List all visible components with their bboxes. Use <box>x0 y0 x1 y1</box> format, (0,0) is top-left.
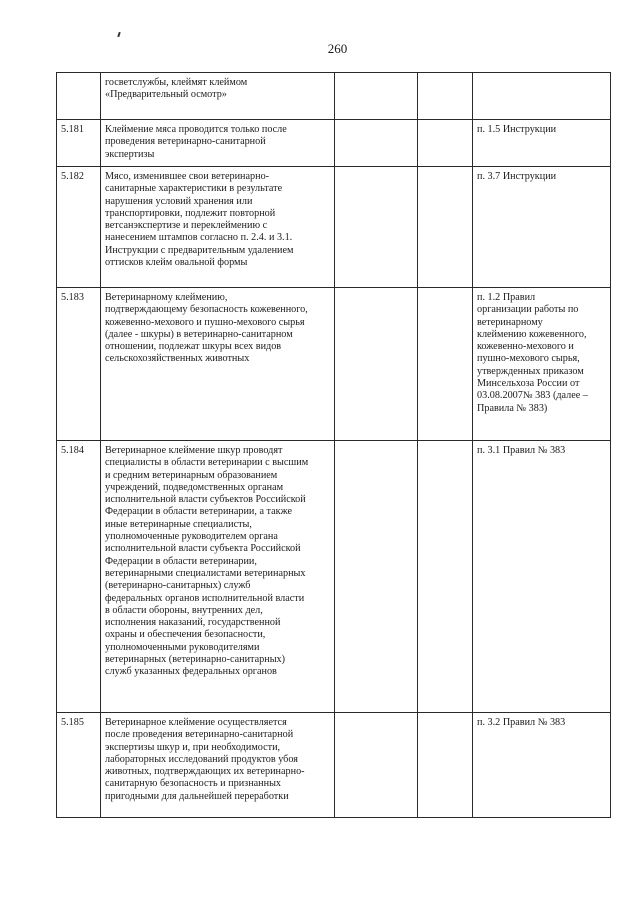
table-row <box>57 441 611 713</box>
requirement-line: проведения ветеринарно-санитарной <box>105 136 266 148</box>
requirement-line: Федерации в области ветеринарии, а также <box>105 506 293 518</box>
requirement-line: охраны и обеспечения безопасности, <box>105 629 266 641</box>
requirement-line: ветсанэкспертизе и переклеймению с <box>105 220 268 232</box>
reference-line: клеймению кожевенного, <box>477 328 587 340</box>
requirement-line: санитарную безопасность и признанных <box>105 778 282 790</box>
reference-text <box>473 713 611 818</box>
requirement-line: госветслужбы, клеймят клеймом <box>105 77 248 88</box>
requirement-line: Ветеринарное клеймение осуществляется <box>105 717 287 728</box>
requirement-line: кожевенно-мехового и пушно-мехового сырья <box>105 316 305 328</box>
empty-cell <box>418 288 473 441</box>
requirement-line: отношении, подлежат шкуры всех видов <box>105 341 282 353</box>
requirement-line: Ветеринарному клеймению, <box>105 292 228 303</box>
requirement-line: санитарные характеристики в результате <box>105 183 283 195</box>
item-number: 5.183 <box>57 288 101 441</box>
empty-cell <box>418 713 473 818</box>
scan-speck <box>117 32 120 37</box>
empty-cell <box>418 73 473 120</box>
requirement-line: нанесением штампов согласно п. 2.4. и 3.1. <box>105 232 293 244</box>
requirement-line: подтверждающему безопасность кожевенного, <box>105 304 308 316</box>
requirement-line: (ветеринарно-санитарных) служб <box>105 580 251 592</box>
requirement-line: и средним ветеринарным образованием <box>105 469 278 481</box>
requirement-text <box>101 288 335 441</box>
requirement-line: Клеймение мяса проводится только после <box>105 124 287 135</box>
requirement-line: Инструкции с предварительным удалением <box>105 244 294 256</box>
requirement-line: сельскохозяйственных животных <box>105 353 250 365</box>
item-number: 5.182 <box>57 167 101 288</box>
requirement-line: экспертизы шкур и, при необходимости, <box>105 741 281 753</box>
reference-line: пушно-мехового сырья, <box>477 353 580 365</box>
reference-line: п. 1.5 Инструкции <box>477 124 557 135</box>
requirement-line: уполномоченными руководителями <box>105 641 260 653</box>
item-number <box>57 73 101 120</box>
requirement-line: исполнения наказаний, государственной <box>105 617 281 629</box>
reference-line: кожевенно-мехового и <box>477 341 574 353</box>
page-number: 260 <box>327 41 348 56</box>
reference-line: п. 3.2 Правил № 383 <box>477 717 566 728</box>
empty-cell <box>418 441 473 713</box>
requirement-line: специалисты в области ветеринарии с высшим <box>105 457 309 469</box>
reference-text <box>473 120 611 167</box>
requirement-line: (далее - шкуры) в ветеринарно-санитарном <box>105 328 293 340</box>
requirement-line: экспертизы <box>105 148 155 160</box>
requirement-line: Федерации в области ветеринарии, <box>105 555 257 567</box>
table-row <box>57 120 611 167</box>
empty-cell <box>418 120 473 167</box>
requirement-line: Ветеринарное клеймение шкур проводят <box>105 445 283 456</box>
requirement-text <box>101 441 335 713</box>
reference-line: 03.08.2007№ 383 (далее – <box>477 390 588 402</box>
requirement-line: нарушения условий хранения или <box>105 195 253 207</box>
reference-line: п. 3.1 Правил № 383 <box>477 445 566 456</box>
empty-cell <box>418 167 473 288</box>
requirement-line: исполнительной власти субъектов Российской <box>105 494 306 506</box>
reference-line: п. 1.2 Правил <box>477 292 536 303</box>
requirement-text <box>101 713 335 818</box>
requirement-line: ветеринарных (ветеринарно-санитарных) <box>105 654 286 666</box>
table-row <box>57 713 611 818</box>
requirement-line: ветеринарными специалистами ветеринарных <box>105 567 306 579</box>
requirement-line: пригодными для дальнейшей переработки <box>105 790 289 802</box>
reference-text <box>473 73 611 120</box>
reference-line: утвержденных приказом <box>477 365 584 377</box>
requirement-line: транспортировки, подлежит повторной <box>105 207 276 219</box>
reference-text <box>473 288 611 441</box>
requirement-line: после проведения ветеринарно-санитарной <box>105 729 294 741</box>
requirement-line: животных, подтверждающих их ветеринарно- <box>105 766 305 778</box>
requirement-line: учреждений, подведомственных органам <box>105 481 284 493</box>
requirement-line: в области обороны, внутренних дел, <box>105 604 263 616</box>
requirement-line: оттисков клейм овальной формы <box>105 257 248 269</box>
reference-line: ветеринарному <box>477 316 543 328</box>
item-number: 5.184 <box>57 441 101 713</box>
requirement-line: «Предварительный осмотр» <box>105 89 227 101</box>
requirement-text <box>101 120 335 167</box>
requirement-line: Мясо, изменившее свои ветеринарно- <box>105 171 270 182</box>
item-number: 5.185 <box>57 713 101 818</box>
table-body <box>57 73 611 818</box>
requirement-text <box>101 73 335 120</box>
reference-line: организации работы по <box>477 304 579 316</box>
reference-line: Минсельхоза России от <box>477 378 580 390</box>
requirement-line: исполнительной власти субъекта Российской <box>105 543 301 555</box>
requirement-line: уполномоченные руководителем органа <box>105 531 278 543</box>
reference-line: п. 3.7 Инструкции <box>477 171 557 182</box>
requirement-line: федеральных органов исполнительной власти <box>105 592 305 604</box>
requirement-line: лабораторных исследований продуктов убоя <box>105 753 298 765</box>
reference-text <box>473 167 611 288</box>
table-row <box>57 167 611 288</box>
empty-cell <box>335 120 418 167</box>
empty-cell <box>335 167 418 288</box>
item-number: 5.181 <box>57 120 101 167</box>
table-row <box>57 73 611 120</box>
empty-cell <box>335 288 418 441</box>
empty-cell <box>335 713 418 818</box>
requirement-line: служб указанных федеральных органов <box>105 666 277 678</box>
regulation-table <box>56 72 611 818</box>
requirement-text <box>101 167 335 288</box>
requirement-line: иные ветеринарные специалисты, <box>105 518 252 530</box>
reference-text <box>473 441 611 713</box>
table-row <box>57 288 611 441</box>
empty-cell <box>335 441 418 713</box>
reference-line: Правила № 383) <box>477 402 548 414</box>
empty-cell <box>335 73 418 120</box>
